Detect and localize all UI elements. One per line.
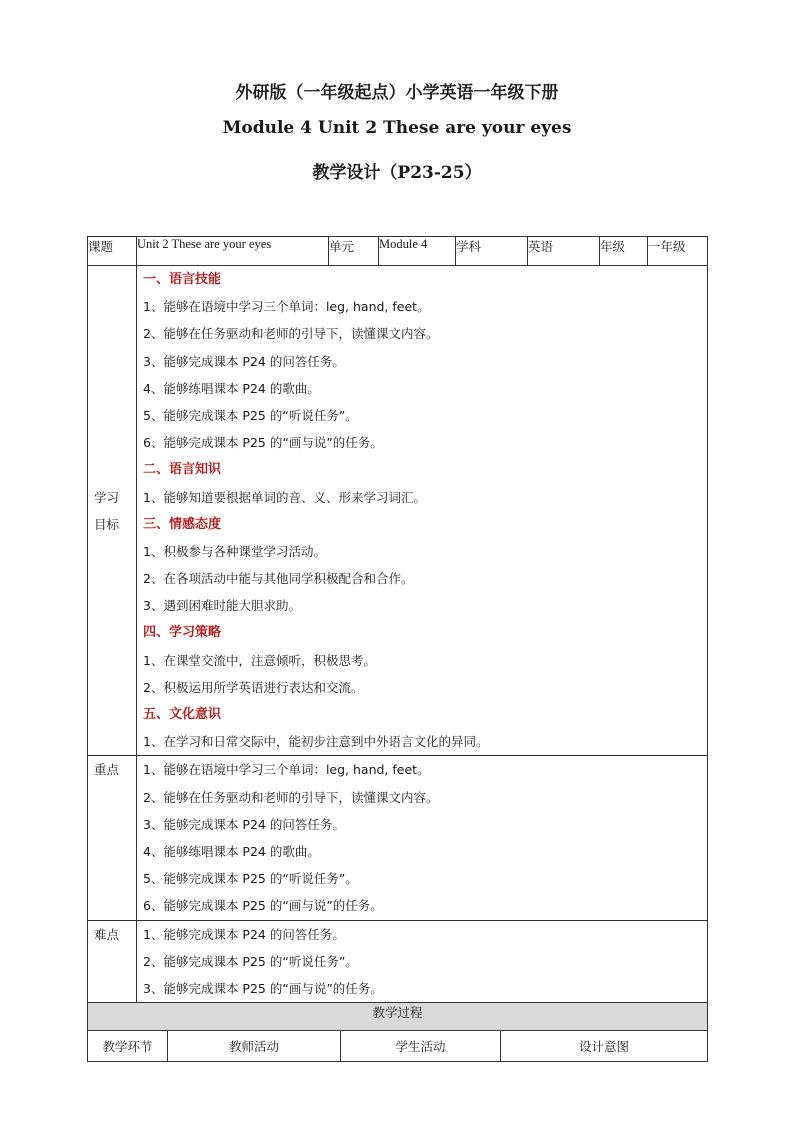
subject-value: 英语 (528, 237, 600, 266)
process-header-table (87, 1030, 708, 1062)
section-heading: 四、学习策略 (143, 625, 222, 641)
list-item: 2、能够完成课本 P25 的“听说任务”。 (143, 953, 358, 969)
section-heading: 三、情感态度 (143, 516, 222, 532)
column-header: 教学环节 (88, 1031, 168, 1062)
list-item: 4、能够练唱课本 P24 的歌曲。 (143, 843, 320, 859)
list-item: 3、能够完成课本 P24 的问答任务。 (143, 353, 345, 369)
lesson-title: Module 4 Unit 2 These are your eyes (222, 118, 572, 138)
design-title: 教学设计（P23-25） (312, 163, 482, 183)
lesson-plan-table (87, 236, 708, 1031)
list-item: 1、能够在语境中学习三个单词：leg, hand, feet。 (143, 299, 430, 315)
list-item: 1、在学习和日常交际中，能初步注意到中外语言文化的异同。 (143, 734, 489, 750)
key-points-label: 重点 (88, 756, 137, 920)
list-item: 5、能够完成课本 P25 的“听说任务”。 (143, 871, 358, 887)
grade-value: 一年级 (648, 237, 708, 266)
objectives-label (88, 266, 137, 756)
list-item: 1、能够在语境中学习三个单词：leg, hand, feet。 (143, 762, 430, 778)
list-item: 3、遇到困难时能大胆求助。 (143, 598, 301, 614)
list-item: 6、能够完成课本 P25 的“画与说”的任务。 (143, 435, 383, 451)
objectives-label-line2: 目标 (94, 516, 120, 532)
topic-label: 课题 (88, 237, 137, 266)
unit-value: Module 4 (379, 237, 456, 266)
list-item: 1、能够知道要根据单词的音、义、形来学习词汇。 (143, 489, 426, 505)
topic-value: Unit 2 These are your eyes (137, 237, 329, 266)
section-heading: 五、文化意识 (143, 707, 222, 722)
list-item: 3、能够完成课本 P25 的“画与说”的任务。 (143, 980, 383, 996)
key-points-content (137, 756, 708, 920)
list-item: 6、能够完成课本 P25 的“画与说”的任务。 (143, 898, 383, 914)
list-item: 5、能够完成课本 P25 的“听说任务”。 (143, 407, 358, 423)
list-item: 4、能够练唱课本 P24 的歌曲。 (143, 380, 320, 396)
difficulties-content (137, 920, 708, 1003)
list-item: 1、能够完成课本 P24 的问答任务。 (143, 926, 345, 942)
grade-label: 年级 (600, 237, 648, 266)
column-header: 学生活动 (341, 1031, 501, 1062)
list-item: 1、积极参与各种课堂学习活动。 (143, 543, 326, 559)
process-title: 教学过程 (88, 1003, 708, 1031)
list-item: 2、能够在任务驱动和老师的引导下，读懂课文内容。 (143, 789, 439, 805)
section-heading: 一、语言技能 (143, 272, 222, 287)
list-item: 2、积极运用所学英语进行表达和交流。 (143, 679, 364, 695)
difficulties-label: 难点 (88, 920, 137, 1003)
objectives-content (137, 266, 708, 756)
column-header: 设计意图 (501, 1031, 708, 1062)
list-item: 1、在课堂交流中，注意倾听，积极思考。 (143, 652, 376, 668)
section-heading: 二、语言知识 (143, 462, 222, 478)
objectives-label-line1: 学习 (94, 489, 120, 505)
document-title: 外研版（一年级起点）小学英语一年级下册 (235, 83, 559, 103)
subject-label: 学科 (456, 237, 528, 266)
list-item: 2、在各项活动中能与其他同学积极配合和合作。 (143, 571, 414, 587)
column-header: 教师活动 (168, 1031, 341, 1062)
list-item: 3、能够完成课本 P24 的问答任务。 (143, 816, 345, 832)
unit-label: 单元 (329, 237, 379, 266)
list-item: 2、能够在任务驱动和老师的引导下，读懂课文内容。 (143, 326, 439, 342)
